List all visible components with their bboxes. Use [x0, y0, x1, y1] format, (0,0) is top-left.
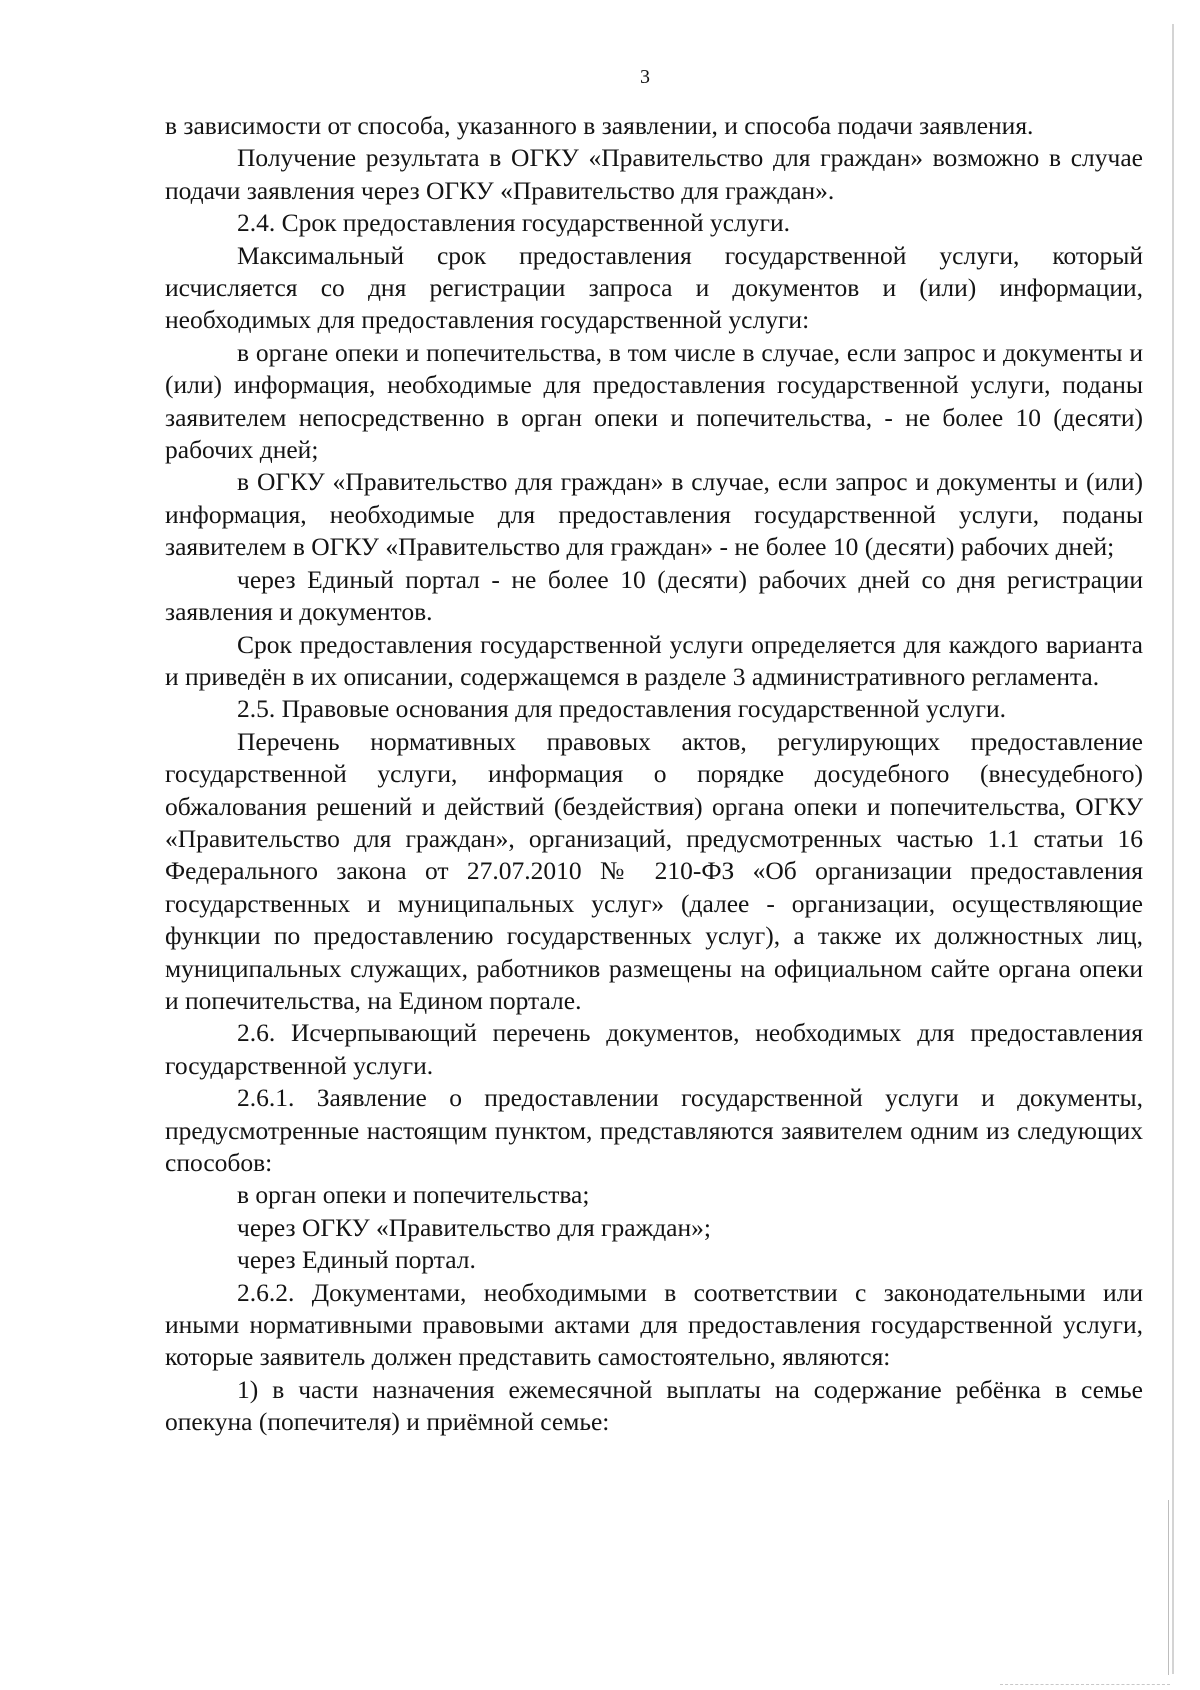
list-item: через Единый портал.: [237, 1245, 476, 1275]
paragraph: в ОГКУ «Правительство для граждан» в случае, если запрос и документы и (или) информация, необходимые для предоставления государственной услуги, поданы заявителем в ОГКУ «Правительство для граждан» - не более 10 (десяти) рабочих дней;: [165, 467, 1143, 562]
scan-bottom-mark: [1000, 1684, 1170, 1686]
section-heading-2-4: 2.4. Срок предоставления государственной услуги.: [237, 208, 791, 238]
page-edge-line: [1172, 24, 1174, 1674]
paragraph: в органе опеки и попечительства, в том числе в случае, если запрос и документы и (или) информация, необходимые для предоставления государственной услуги, поданы заявителем непосредственно в орган опеки и попечительства, - не более 10 (десяти) рабочих дней;: [165, 337, 1143, 465]
paragraph: в зависимости от способа, указанного в заявлении, и способа подачи заявления.: [165, 111, 1034, 140]
list-item: через ОГКУ «Правительство для граждан»;: [237, 1212, 711, 1242]
section-heading-2-5: 2.5. Правовые основания для предоставления государственной услуги.: [237, 694, 1007, 724]
page-number: 3: [640, 66, 650, 88]
paragraph: Перечень нормативных правовых актов, регулирующих предоставление государственной услуги, информация о порядке досудебного (внесудебного) обжалования решений и действий (бездействия) органа опеки и попечительства, ОГКУ «Правительство для граждан», организаций, предусмотренных частью 1.1 статьи 16 Федерального закона от 27.07.2010 № 210-ФЗ «Об организации предоставления государственных и муниципальных услуг» (далее - организации, осуществляющие функции по предоставлению государственных услуг), а также их должностных лиц, муниципальных служащих, работников размещены на официальном сайте органа опеки и попечительства, на Едином портале.: [165, 726, 1143, 1015]
paragraph: 2.6.1. Заявление о предоставлении государственной услуги и документы, предусмотренные настоящим пунктом, представляются заявителем одним из следующих способов:: [165, 1083, 1143, 1177]
paragraph: Максимальный срок предоставления государственной услуги, который исчисляется со дня регистрации запроса и документов и (или) информации, необходимых для предоставления государственной услуги:: [165, 240, 1143, 335]
document-body: [165, 110, 1143, 1439]
paragraph: через Единый портал - не более 10 (десяти) рабочих дней со дня регистрации заявления и документов.: [165, 564, 1143, 627]
section-heading-2-6: 2.6. Исчерпывающий перечень документов, необходимых для предоставления государственной услуги.: [165, 1018, 1143, 1080]
page-edge-line-inner: [1168, 1500, 1169, 1675]
paragraph: 2.6.2. Документами, необходимыми в соответствии с законодательными или иными нормативными правовыми актами для предоставления государственной услуги, которые заявитель должен представить самостоятельно, являются:: [165, 1277, 1143, 1372]
paragraph: 1) в части назначения ежемесячной выплаты на содержание ребёнка в семье опекуна (попечителя) и приёмной семье:: [165, 1374, 1143, 1437]
list-item: в орган опеки и попечительства;: [237, 1180, 590, 1210]
paragraph: Срок предоставления государственной услуги определяется для каждого варианта и приведён в их описании, содержащемся в разделе 3 административного регламента.: [165, 629, 1143, 691]
paragraph: Получение результата в ОГКУ «Правительство для граждан» возможно в случае подачи заявления через ОГКУ «Правительство для граждан».: [165, 143, 1143, 205]
